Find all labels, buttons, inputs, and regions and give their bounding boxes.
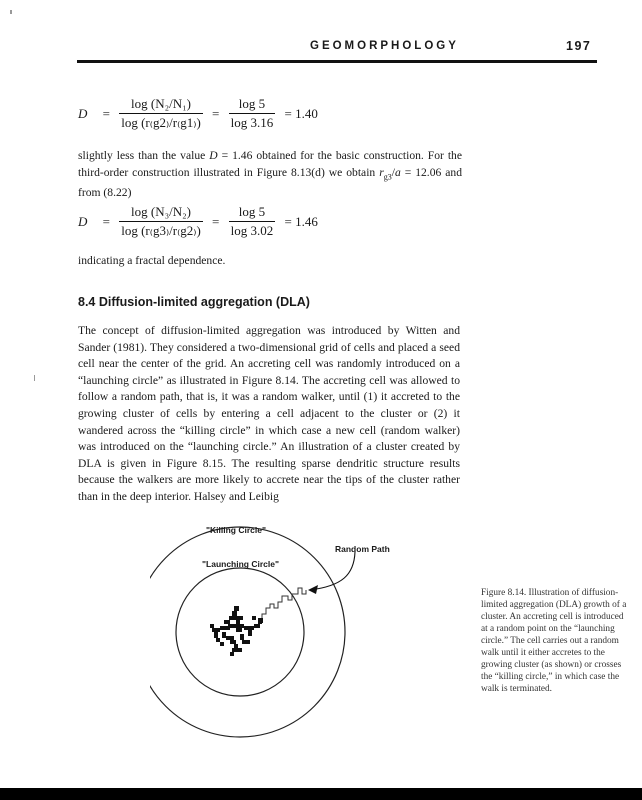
equation-2: [78, 204, 324, 239]
eq1-fraction-1: [119, 96, 203, 131]
eq2-fraction-2: [229, 204, 276, 239]
eq1-equals-2: =: [212, 105, 220, 121]
eq2-equals: =: [102, 213, 110, 229]
eq2-equals-2: =: [212, 213, 220, 229]
eq1-lhs: D: [78, 105, 88, 121]
random-path-arrowhead: [308, 585, 318, 594]
scan-bottom-edge: [0, 788, 642, 800]
eq1-frac2-denominator: log 3.16: [230, 115, 274, 130]
eq2-frac1-numerator: log (N₃/N₂): [119, 204, 203, 222]
scan-mark: [10, 10, 12, 14]
p1-text-g: = 12.06 and from (8.22): [78, 165, 462, 200]
launching-circle-label: "Launching Circle": [202, 559, 280, 569]
p1-slash: /: [391, 165, 395, 179]
p1-var-r-sub: g3: [383, 171, 392, 181]
random-path-line: [262, 588, 306, 620]
eq2-frac1-denominator: log (r₍g3₎/r₍g2₎): [121, 223, 201, 238]
scan-mark: [34, 375, 35, 381]
eq1-equals: =: [102, 105, 110, 121]
random-path-label: Random Path: [335, 544, 390, 554]
eq1-frac1-denominator: log (r₍g2₎/r₍g1₎): [121, 115, 201, 130]
p1-var-a: a: [394, 165, 401, 179]
eq1-result: = 1.40: [284, 105, 318, 121]
page-number: 197: [566, 39, 592, 53]
eq2-frac2-numerator: log 5: [229, 204, 276, 222]
header-rule: [77, 60, 597, 63]
running-head: GEOMORPHOLOGY: [310, 40, 459, 52]
figure-caption: Figure 8.14. Illustration of diffusion-limited aggregation (DLA) growth of a cluster. An accreting cell is introduced at a random point on the “launching circle.” The cell carries out a random walk until it either accretes to the growing cluster (as shown) or crosses the “killing circle,” in which case the walk is terminated.: [481, 588, 627, 694]
p1-var-d: D: [209, 149, 218, 162]
eq1-frac2-numerator: log 5: [229, 96, 276, 114]
body-paragraph: The concept of diffusion-limited aggregation was introduced by Witten and Sander (1981). They considered a two-dimensional grid of cells and placed a seed cell near the center of the grid. An accreting cell was randomly introduced on a “launching circle” as illustrated in Figure 8.14. The accreting cell was allowed to follow a random path, that is, it was a random walker, until (1) it accreted to the growing cluster of cells by entering a cell adjacent to the cluster or (2) it wandered across the “killing circle” in which case a new cell (random walker) was introduced on the “launching circle.” An illustration of a cluster created by DLA is given in Figure 8.15. The resulting sparse dendritic structure results because the walkers are more likely to accrete near the tips of the cluster rather than in the deep interior. Halsey and Leibig: [78, 324, 460, 503]
eq2-frac2-denominator: log 3.02: [230, 223, 274, 238]
random-path-arrow: [310, 552, 355, 590]
p1-text-c: = 1.46 obtained for the basic construction. For the third-order construction illustrated in Figure 8.13(d) we obtain: [78, 149, 463, 179]
dla-cluster: [210, 606, 262, 656]
eq2-fraction-1: [119, 204, 203, 239]
paragraph-1: [78, 148, 462, 202]
killing-circle-label: "Killing Circle": [206, 525, 267, 535]
accreted-walker-cell: [258, 618, 263, 623]
p1-text-a: slightly less than the value: [78, 149, 210, 162]
eq2-lhs: D: [78, 213, 88, 229]
paragraph-2: indicating a fractal dependence.: [78, 254, 226, 267]
p1-var-r: r: [379, 165, 384, 179]
eq2-result: = 1.46: [284, 213, 318, 229]
section-heading: 8.4 Diffusion-limited aggregation (DLA): [78, 295, 310, 309]
eq1-fraction-2: [229, 96, 276, 131]
equation-1: [78, 96, 324, 131]
dla-figure: [150, 520, 480, 785]
eq1-frac1-numerator: log (N₂/N₁): [119, 96, 203, 114]
